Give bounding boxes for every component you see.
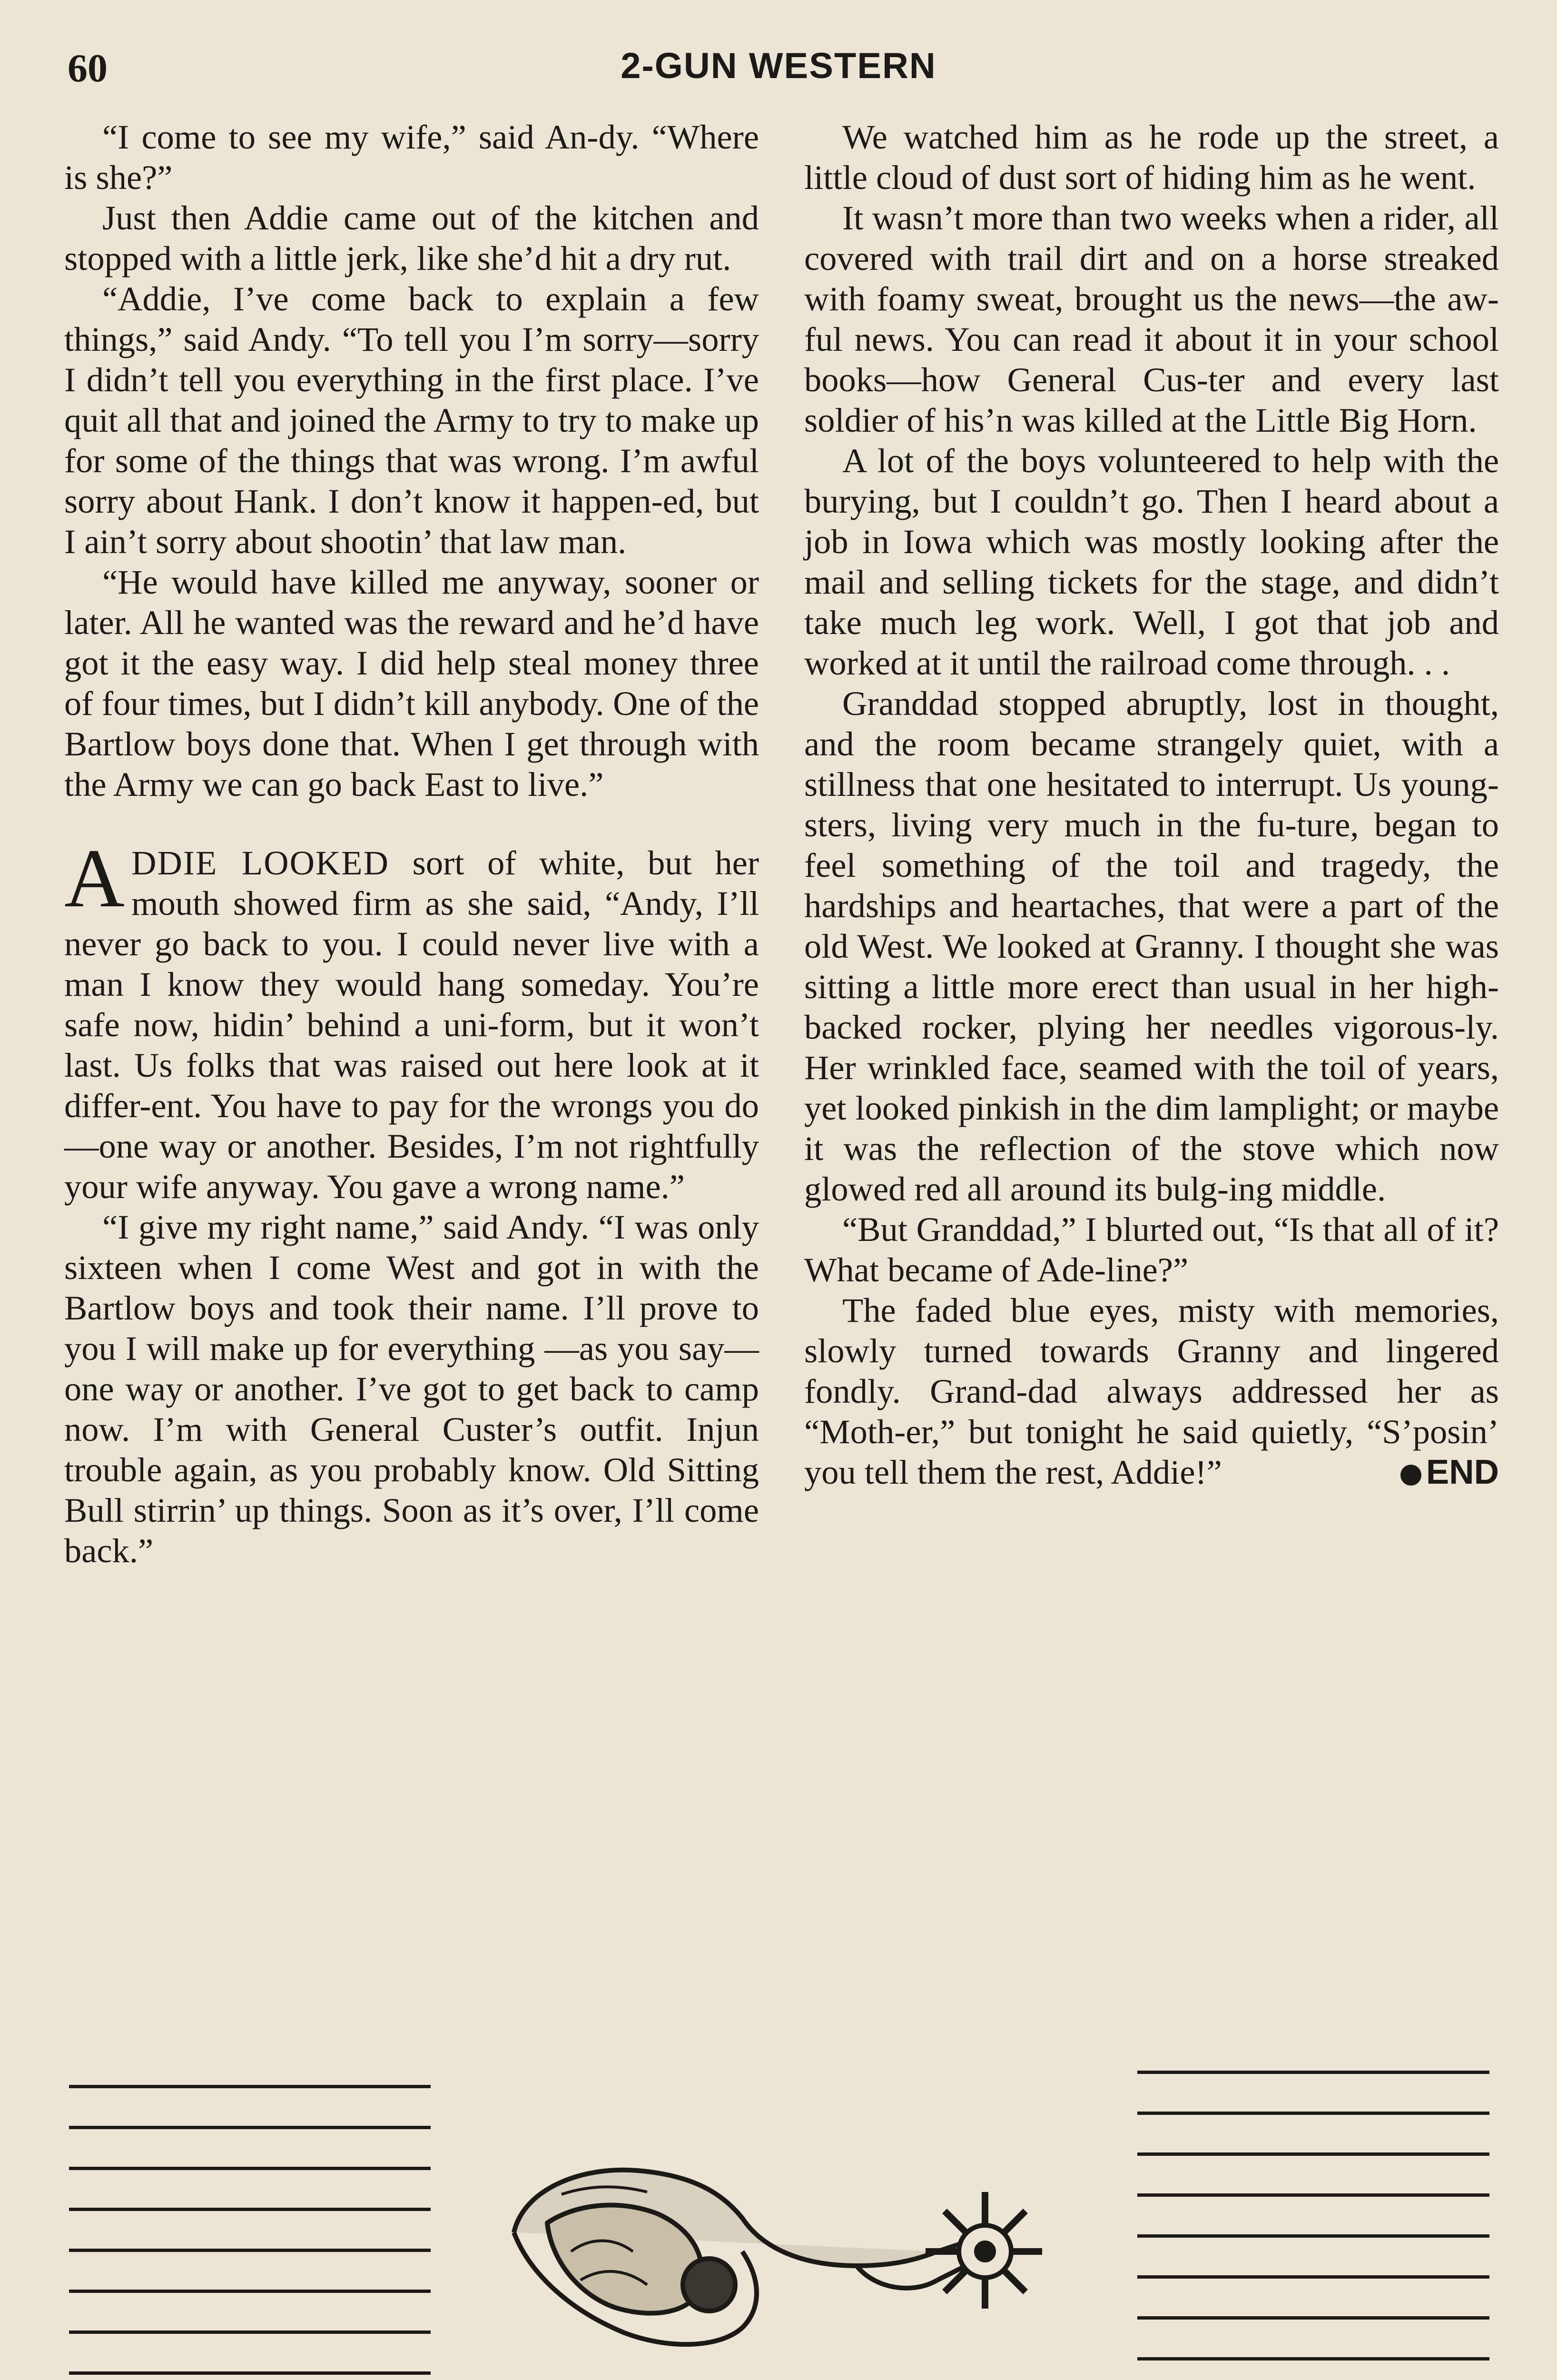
rule-line	[69, 2371, 431, 2375]
rule-line	[1137, 2234, 1489, 2238]
decorative-rules-left	[69, 2085, 431, 2380]
paragraph: “Addie, I’ve come back to explain a few things,” said Andy. “To tell you I’m sorry—sorry I didn’t tell you everything in the first place. I’ve quit all that and joined the Army to try to make up for some of the things that was wrong. I’m awful sorry about Hank. I don’t know it happen-ed, but I ain’t sorry about shootin’ that law man.	[64, 279, 759, 561]
paragraph: “But Granddad,” I blurted out, “Is that all of it? What became of Ade-line?”	[804, 1210, 1499, 1289]
rule-line	[69, 2167, 431, 2170]
rule-line	[1137, 2071, 1489, 2074]
paragraph	[804, 1290, 1499, 1492]
paragraph: A lot of the boys volunteered to help with the burying, but I couldn’t go. Then I heard about a job in Iowa which was mostly looking after the mail and selling tickets for the stage, and didn’t take much leg work. Well, I got that job and worked at it until the railroad come through. . .	[804, 441, 1499, 682]
left-column	[64, 117, 759, 1571]
rule-line	[1137, 2357, 1489, 2360]
page-header	[62, 45, 1495, 93]
rule-line	[1137, 2275, 1489, 2279]
paragraph: We watched him as he rode up the street, a little cloud of dust sort of hiding him as he went.	[804, 118, 1499, 197]
bullet-icon	[1400, 1465, 1421, 1486]
paragraph-text: sort of white, but her mouth showed firm as she said, “Andy, I’ll never go back to you. I could never live with a man I know they would hang someday. You’re safe now, hidin’ behind a uni-form, but it won’t last. Us folks that was raised out here look at it differ-ent. You have to pay for the wrongs you do—one way or another. Besides, I’m not rightfully your wife anyway. You gave a wrong name.”	[64, 843, 759, 1206]
spur-illustration-icon	[495, 2109, 1080, 2375]
drop-cap: A	[64, 832, 125, 925]
rule-line	[1137, 2316, 1489, 2320]
small-caps-lead: DDIE LOOKED	[131, 843, 389, 882]
rule-line	[69, 2208, 431, 2211]
paragraph: “I come to see my wife,” said An-dy. “Where is she?”	[64, 118, 759, 197]
paragraph: Granddad stopped abruptly, lost in thought, and the room became strangely quiet, with a stillness that one hesitated to interrupt. Us young-sters, living very much in the fu-ture, began to feel something of the toil and tragedy, the hardships and heartaches, that were a part of the old West. We looked at Granny. I thought she was sitting a little more erect than usual in her high-backed rocker, plying her needles vigorous-ly. Her wrinkled face, seamed with the toil of years, yet looked pinkish in the dim lamplight; or maybe it was the reflection of the stove which now glowed red all around its bulg-ing middle.	[804, 684, 1499, 1208]
decorative-rules-right	[1137, 2071, 1489, 2380]
rule-line	[69, 2085, 431, 2088]
rule-line	[69, 2290, 431, 2293]
paragraph: “I give my right name,” said Andy. “I was only sixteen when I come West and got in with the Bartlow boys and took their name. I’ll prove to you I will make up for everything —as you say—one way or another. I’ve got to get back to camp now. I’m with General Custer’s outfit. Injun trouble again, as you probably know. Old Sitting Bull stirrin’ up things. Soon as it’s over, I’ll come back.”	[64, 1208, 759, 1570]
rule-line	[1137, 2152, 1489, 2156]
page-number: 60	[68, 46, 108, 90]
end-marker	[1362, 1452, 1499, 1492]
section-opening-paragraph	[64, 832, 759, 1207]
end-marker-text: END	[1426, 1453, 1499, 1491]
paragraph: “He would have killed me anyway, sooner or later. All he wanted was the reward and he’d have got it the easy way. I did help steal money three of four times, but I didn’t kill anybody. One of the Bartlow boys done that. When I get through with the Army we can go back East to live.”	[64, 563, 759, 803]
rule-line	[1137, 2112, 1489, 2115]
rule-line	[69, 2126, 431, 2129]
rule-line	[69, 2330, 431, 2334]
paragraph-text: The faded blue eyes, misty with memories, slowly turned towards Granny and lingered fondly. Grand-dad always addressed her as “Moth-er,” but tonight he said quietly, “S’posin’ you tell them the rest, Addie!”	[804, 1291, 1499, 1491]
rule-line	[1137, 2193, 1489, 2197]
publication-title: 2-GUN WESTERN	[621, 46, 936, 86]
paragraph: Just then Addie came out of the kitchen and stopped with a little jerk, like she’d hit a dry rut.	[64, 198, 759, 278]
right-column	[804, 117, 1499, 1492]
rule-line	[69, 2249, 431, 2252]
paragraph: It wasn’t more than two weeks when a rider, all covered with trail dirt and on a horse streaked with foamy sweat, brought us the news—the aw-ful news. You can read it about it in your school books—how General Cus-ter and every last soldier of his’n was killed at the Little Big Horn.	[804, 198, 1499, 439]
